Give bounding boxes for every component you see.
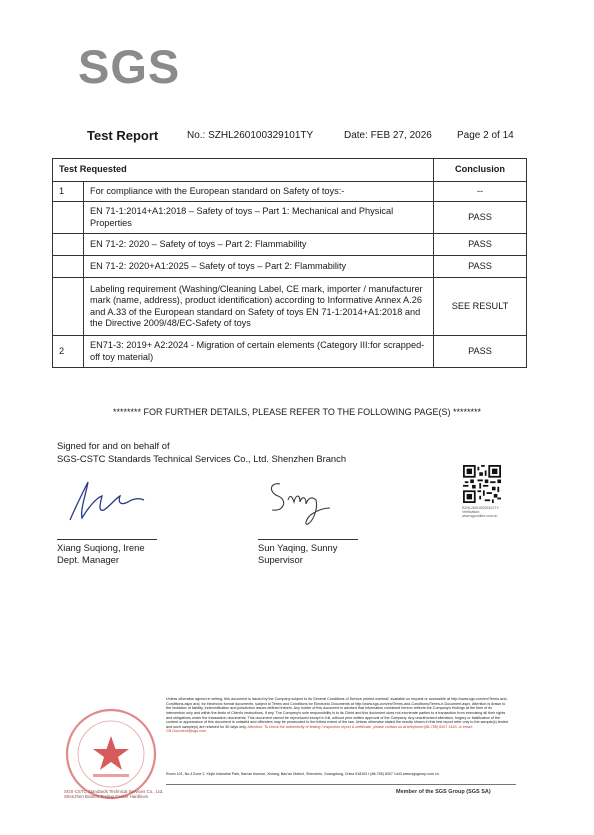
sgs-logo: SGS bbox=[78, 40, 181, 93]
test-result: PASS bbox=[434, 202, 527, 234]
qr-caption: SZHL260100329101TY Verification: www.sgsonline.com.cn bbox=[462, 506, 499, 519]
signature-sun bbox=[262, 474, 342, 530]
table-row bbox=[53, 182, 527, 202]
row-number bbox=[53, 278, 84, 336]
further-details-note: ******** FOR FURTHER DETAILS, PLEASE REFER TO THE FOLLOWING PAGE(S) ******** bbox=[112, 407, 482, 417]
signatory-title: Dept. Manager bbox=[57, 554, 120, 565]
qr-code bbox=[463, 465, 501, 503]
test-description: EN 71-2: 2020 – Safety of toys – Part 2: Flammability bbox=[84, 234, 434, 256]
test-result: PASS bbox=[434, 336, 527, 368]
table-row bbox=[53, 336, 527, 368]
test-requested-table bbox=[52, 158, 527, 368]
table-header-row bbox=[53, 159, 527, 182]
signatory-name: Xiang Suqiong, Irene bbox=[57, 542, 145, 553]
row-number: 2 bbox=[53, 336, 84, 368]
col-conclusion: Conclusion bbox=[434, 159, 527, 182]
test-description: EN71-3: 2019+ A2:2024 - Migration of certain elements (Category III:for scrapped-off toy material) bbox=[84, 336, 434, 368]
test-description: For compliance with the European standard on Safety of toys:- bbox=[84, 182, 434, 202]
stamp-caption: SGS-CSTC Standards Technical Services Co., Ltd. Shenzhen Branch Testing Center Hardlines bbox=[64, 789, 164, 800]
test-description: EN 71-2: 2020+A1:2025 – Safety of toys – Part 2: Flammability bbox=[84, 256, 434, 278]
sgs-member-note: Member of the SGS Group (SGS SA) bbox=[396, 789, 491, 795]
terms-fine-print bbox=[166, 697, 510, 734]
test-description: EN 71-1:2014+A1:2018 – Safety of toys – Part 1: Mechanical and Physical Properties bbox=[84, 202, 434, 234]
test-result: PASS bbox=[434, 234, 527, 256]
signatory-name: Sun Yaqing, Sunny bbox=[258, 542, 338, 553]
test-result: -- bbox=[434, 182, 527, 202]
page-number: Page 2 of 14 bbox=[457, 130, 514, 141]
table-row bbox=[53, 256, 527, 278]
terms-text: Unless otherwise agreed in writing, this document is issued by the Company subject to its General Conditions of Service printed overleaf, available on request or accessible at http://www.sgs.com/en/Terms-and-Conditions.aspx and, for electronic format documents, subject to Terms and Conditions for Electronic Documents at http://www.sgs.com/en/Terms-and-Conditions/Terms-e-Document.aspx. Attention is drawn to the limitation of liability, indemnification and jurisdiction issues defined therein. Any holder of this document is advised that information contained hereon reflects the Company's findings at the time of its intervention only and within the limits of Client's instructions, if any. The Company's sole responsibility is to its Client and this document does not exonerate parties to a transaction from exercising all their rights and obligations under the transaction documents. This document cannot be reproduced except in full, without prior written approval of the Company. Any unauthorized alteration, forgery or falsification of the content or appearance of this document is unlawful and offenders may be prosecuted to the fullest extent of the law. Unless otherwise stated the results shown in this test report refer only to the sample(s) tested and such sample(s) are retained for 30 days only. bbox=[166, 697, 508, 729]
footer-address: Room 101, No.4 Zone 2, Xinjie Industrial Park, Bao'an Avenue, Xixiang, Bao'an District, Shenzhen, Guangdong, China 518102 t (86-755) 8307 1443 www.sgsgroup.com.cn bbox=[166, 772, 439, 776]
authenticity-attention: Attention: To check the authenticity of testing / inspection report & certificate, please contact us at telephone:(86-755) 8307 1443, or email: CN.Doccheck@sgs.com bbox=[166, 724, 473, 734]
row-number bbox=[53, 202, 84, 234]
signature-line bbox=[258, 539, 358, 540]
table-row bbox=[53, 202, 527, 234]
signature-line bbox=[57, 539, 157, 540]
col-test-requested: Test Requested bbox=[53, 159, 434, 182]
company-seal-stamp bbox=[63, 706, 159, 802]
signature-xiang bbox=[62, 476, 152, 526]
table-row bbox=[53, 278, 527, 336]
test-result: SEE RESULT bbox=[434, 278, 527, 336]
table-row bbox=[53, 234, 527, 256]
signatory-title: Supervisor bbox=[258, 554, 303, 565]
signing-company: SGS-CSTC Standards Technical Services Co., Ltd. Shenzhen Branch bbox=[57, 453, 347, 464]
row-number: 1 bbox=[53, 182, 84, 202]
row-number bbox=[53, 234, 84, 256]
report-title: Test Report bbox=[87, 128, 159, 143]
footer-divider bbox=[166, 784, 516, 785]
report-number: No.: SZHL260100329101TY bbox=[187, 130, 314, 141]
report-date: Date: FEB 27, 2026 bbox=[344, 130, 432, 141]
row-number bbox=[53, 256, 84, 278]
signed-on-behalf: Signed for and on behalf of bbox=[57, 440, 170, 451]
test-result: PASS bbox=[434, 256, 527, 278]
test-description: Labeling requirement (Washing/Cleaning Label, CE mark, importer / manufacturer mark (name, address), product identification) according to Informative Annex A.26 and A.33 of the European standard on Safety of toys EN 71-1:2014+A1:2018 and the Directive 2009/48/EC-Safety of toys bbox=[84, 278, 434, 336]
